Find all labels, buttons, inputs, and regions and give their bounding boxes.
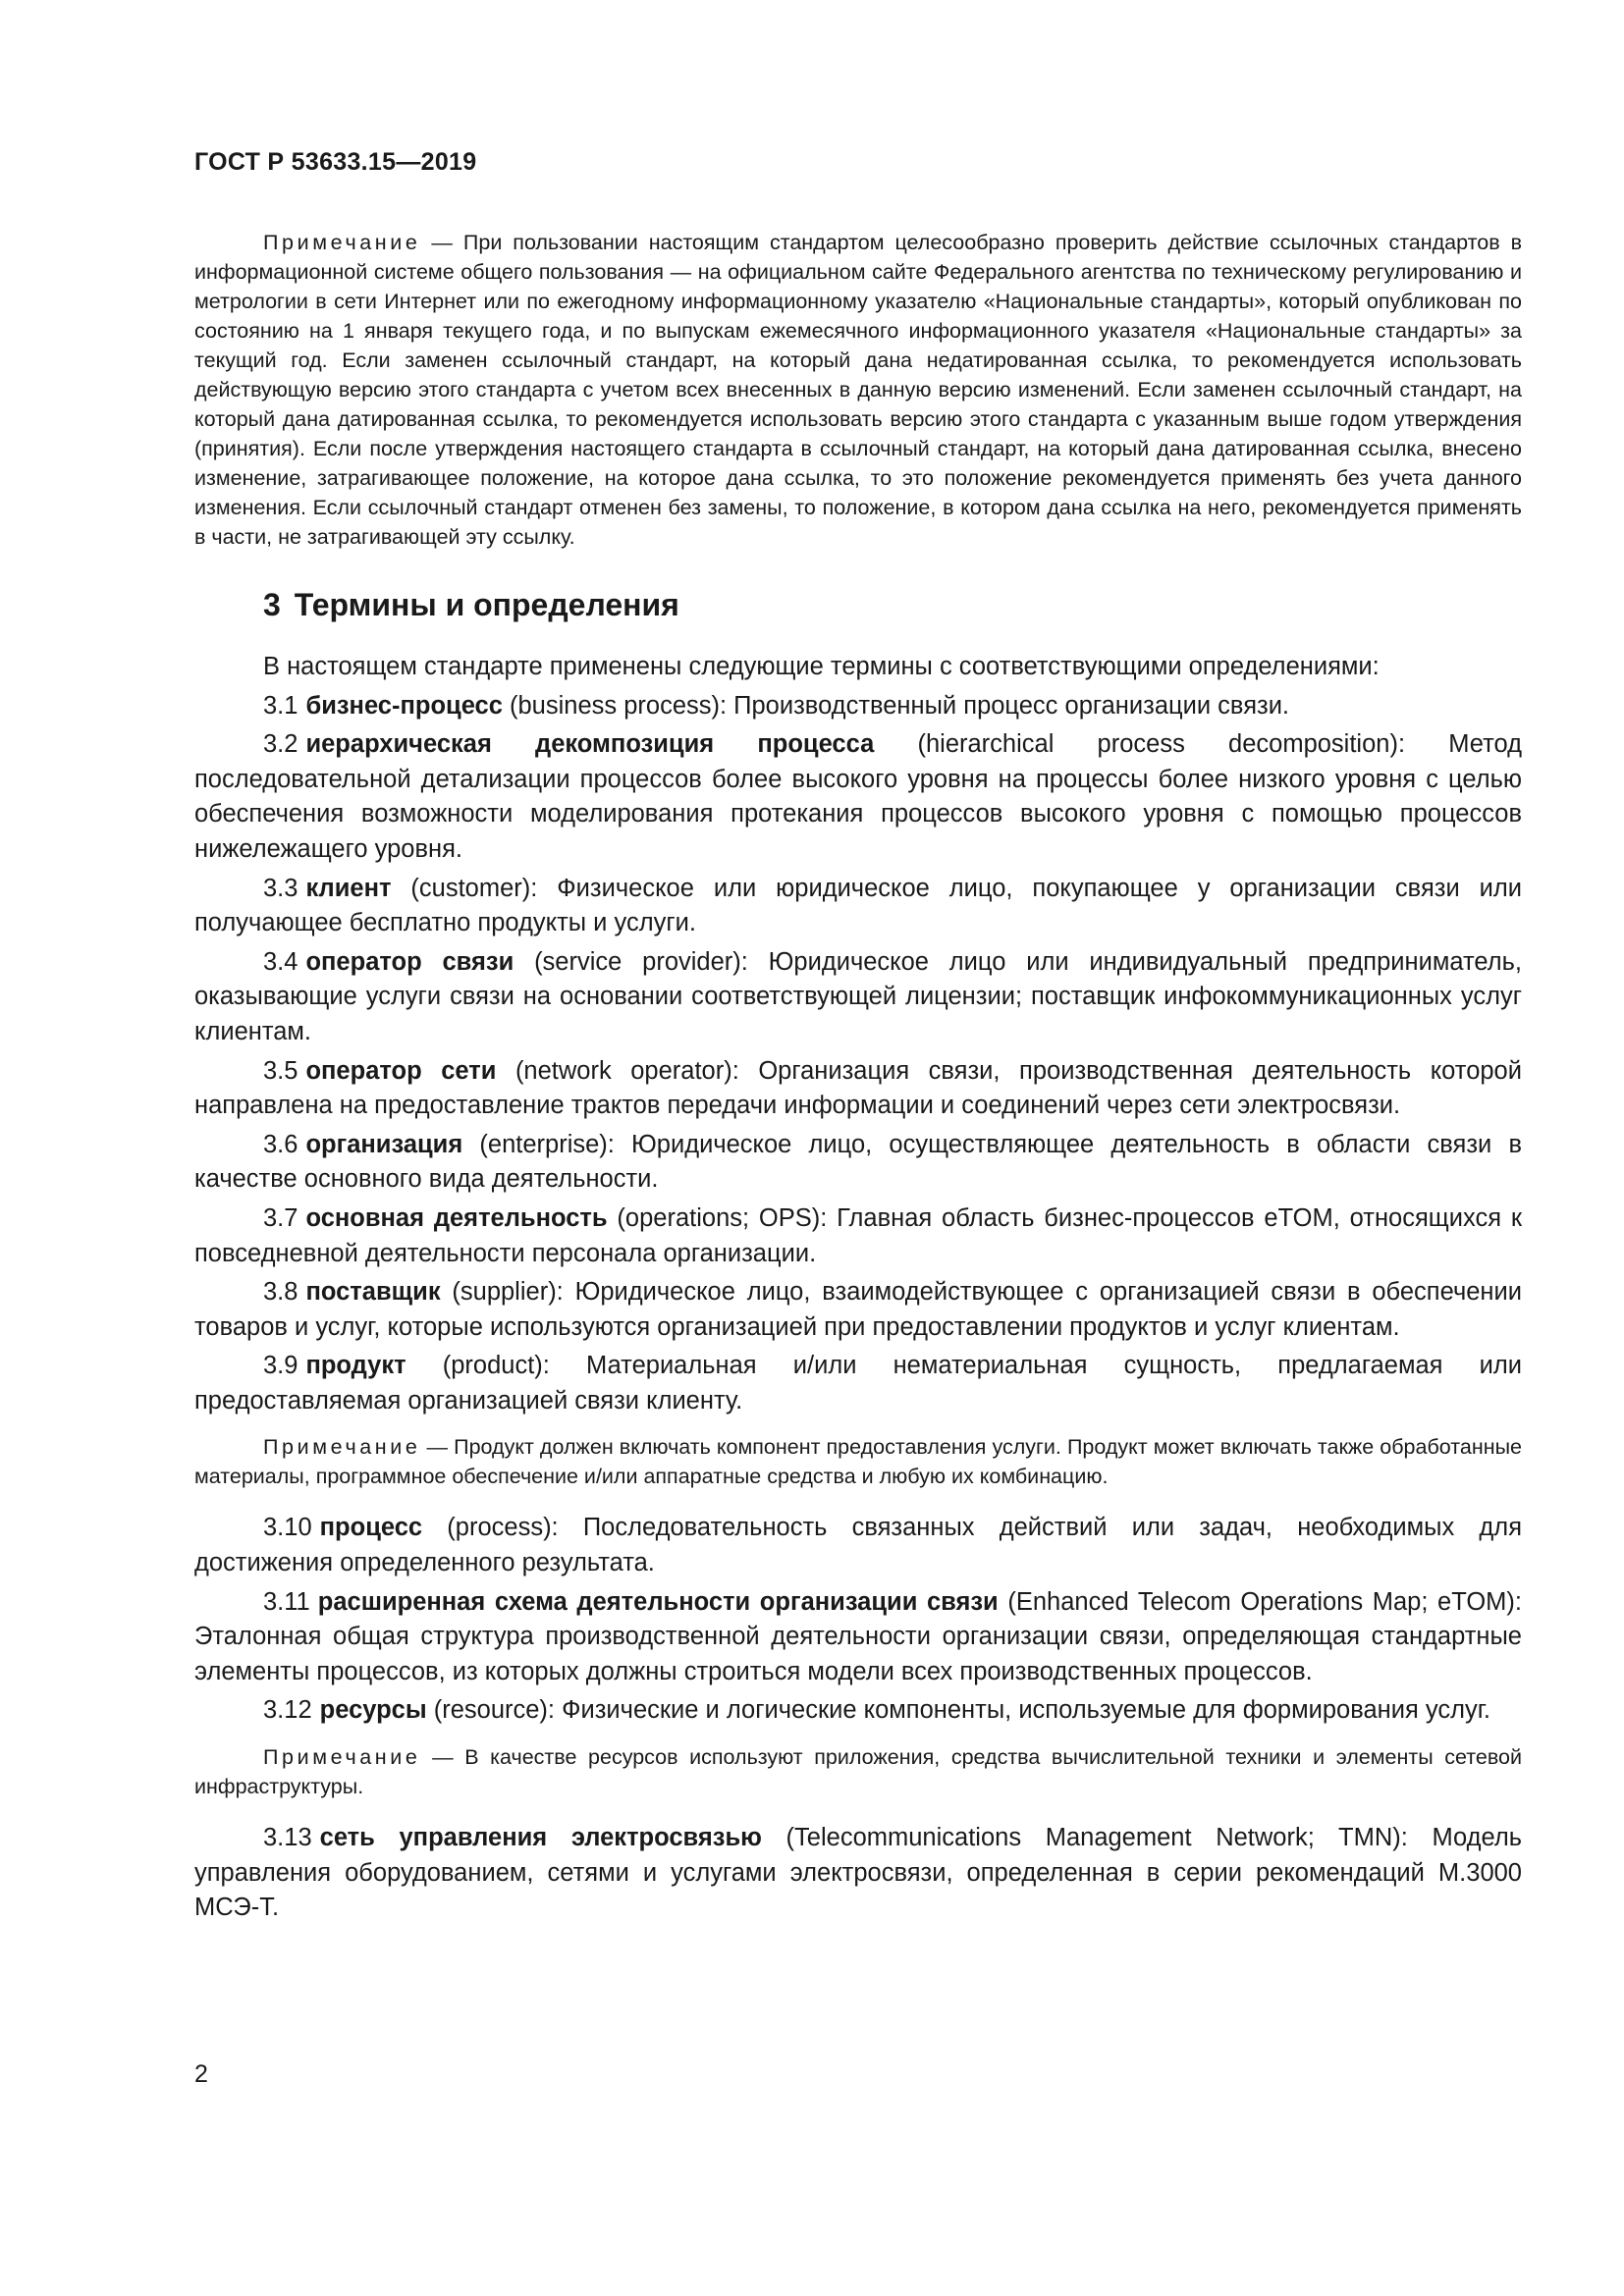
terms-list-a <box>194 689 1522 1419</box>
product-note <box>194 1432 1522 1491</box>
terms-list-c <box>194 1821 1522 1926</box>
term-definition: (process): Последовательность связанных действий или задач, необходимых для достижения определенного результата. <box>194 1514 1522 1577</box>
term-name: поставщик <box>305 1278 441 1307</box>
term-definition: (customer): Физическое или юридическое лицо, покупающее у организации связи или получающее бесплатно продукты и услуги. <box>194 874 1522 937</box>
page-number: 2 <box>194 2060 208 2088</box>
term-entry <box>194 1201 1522 1271</box>
term-definition: (Telecommunications Management Network; TMN): Модель управления оборудованием, сетями и услугами электросвязи, определенная в серии рекомендаций М.3000 МСЭ-Т. <box>194 1824 1522 1922</box>
note-label: Примечание <box>263 1435 421 1460</box>
term-entry <box>194 1128 1522 1198</box>
term-definition: (network operator): Организация связи, производственная деятельность которой направлена на предоставление трактов передачи информации и соединений через сети электросвязи. <box>194 1056 1522 1120</box>
term-number: 3.10 <box>263 1514 312 1542</box>
term-name: клиент <box>305 874 392 902</box>
term-number: 3.4 <box>263 947 298 976</box>
term-name: ресурсы <box>319 1696 427 1725</box>
note-text: Продукт должен включать компонент предоставления услуги. Продукт может включать также обработанные материалы, программное обеспечение и/или аппаратные средства и любую их комбинацию. <box>194 1435 1522 1489</box>
term-name: оператор сети <box>305 1056 497 1085</box>
term-definition: (service provider): Юридическое лицо или индивидуальный предприниматель, оказывающие услуги связи на основании соответствующей лицензии; поставщик инфокоммуникационных услуг клиентам. <box>194 947 1522 1045</box>
term-entry <box>194 689 1522 724</box>
term-definition: (enterprise): Юридическое лицо, осуществляющее деятельность в области связи в качестве основного вида деятельности. <box>194 1130 1522 1194</box>
term-number: 3.9 <box>263 1352 298 1380</box>
term-entry <box>194 1275 1522 1345</box>
term-entry <box>194 945 1522 1050</box>
term-number: 3.7 <box>263 1203 298 1232</box>
document-code-header: ГОСТ Р 53633.15—2019 <box>194 148 477 176</box>
note-dash: — <box>420 231 463 254</box>
section-heading <box>263 585 1522 624</box>
term-entry <box>194 1511 1522 1580</box>
note-dash: — <box>420 1745 465 1770</box>
note-text: При пользовании настоящим стандартом целесообразно проверить действие ссылочных стандартов в информационной системе общего пользования — на официальном сайте Федерального агентства по техническому регулированию и метрологии в сети Интернет или по ежегодному информационному указателю «Национальные стандарты», который опубликован по состоянию на 1 января текущего года, и по выпускам ежемесячного информационного указателя «Национальные стандарты» за текущий год. Если заменен ссылочный стандарт, на который дана недатированная ссылка, то рекомендуется использовать действующую версию этого стандарта с учетом всех внесенных в данную версию изменений. Если заменен ссылочный стандарт, на который дана датированная ссылка, то рекомендуется использовать версию этого стандарта с указанным выше годом утверждения (принятия). Если после утверждения настоящего стандарта в ссылочный стандарт, на который дана датированная ссылка, внесено изменение, затрагивающее положение, на которое дана ссылка, то это положение рекомендуется применять без учета данного изменения. Если ссылочный стандарт отменен без замены, то положение, в котором дана ссылка на него, рекомендуется применять в части, не затрагивающей эту ссылку. <box>194 231 1523 549</box>
term-name: организация <box>305 1130 463 1158</box>
term-entry <box>194 727 1522 867</box>
intro-note <box>194 228 1522 552</box>
section-intro: В настоящем стандарте применены следующие термины с соответствующими определениями: <box>263 653 1380 680</box>
term-name: сеть управления электросвязью <box>319 1824 762 1852</box>
term-name: бизнес-процесс <box>305 691 503 720</box>
term-name: расширенная схема деятельности организации связи <box>317 1587 999 1616</box>
term-definition: (business process): Производственный процесс организации связи. <box>502 691 1290 720</box>
term-number: 3.2 <box>263 730 298 759</box>
term-entry <box>194 1349 1522 1418</box>
term-number: 3.11 <box>263 1587 310 1616</box>
term-number: 3.8 <box>263 1278 298 1307</box>
term-entry <box>194 1585 1522 1690</box>
term-name: оператор связи <box>305 947 514 976</box>
document-page <box>194 147 1522 1930</box>
term-entry <box>194 1054 1522 1124</box>
term-definition: (supplier): Юридическое лицо, взаимодействующее с организацией связи в обеспечении товаров и услуг, которые используются организацией при предоставлении продуктов и услуг клиентам. <box>194 1278 1522 1341</box>
term-name: иерархическая декомпозиция процесса <box>305 730 875 759</box>
term-definition: (hierarchical process decomposition): Метод последовательной детализации процессов более высокого уровня на процессы более низкого уровня с целью обеспечения возможности моделирования протекания процессов высокого уровня с помощью процессов нижележащего уровня. <box>194 730 1522 863</box>
term-number: 3.12 <box>263 1696 312 1725</box>
section-title: Термины и определения <box>294 587 679 622</box>
note-text: В качестве ресурсов используют приложения, средства вычислительной техники и элементы сетевой инфраструктуры. <box>194 1745 1522 1799</box>
term-definition: (product): Материальная и/или нематериальная сущность, предлагаемая или предоставляемая организацией связи клиенту. <box>194 1352 1522 1415</box>
term-entry <box>194 872 1522 941</box>
term-number: 3.13 <box>263 1824 312 1852</box>
term-name: процесс <box>319 1514 423 1542</box>
term-number: 3.1 <box>263 691 298 720</box>
note-label: Примечание <box>263 231 421 254</box>
term-number: 3.3 <box>263 874 298 902</box>
term-entry <box>194 1821 1522 1926</box>
term-name: продукт <box>305 1352 406 1380</box>
term-definition: (operations; OPS): Главная область бизнес-процессов eTOM, относящихся к повседневной деятельности персонала организации. <box>194 1203 1522 1267</box>
resources-note <box>194 1742 1522 1801</box>
term-definition: (resource): Физические и логические компоненты, используемые для формирования услуг. <box>426 1696 1490 1725</box>
terms-list-b <box>194 1511 1522 1729</box>
note-dash: — <box>420 1435 455 1460</box>
term-name: основная деятельность <box>305 1203 608 1232</box>
term-number: 3.6 <box>263 1130 298 1158</box>
note-label: Примечание <box>263 1745 421 1770</box>
term-number: 3.5 <box>263 1056 298 1085</box>
term-definition: (Enhanced Telecom Operations Map; eTOM): Эталонная общая структура производственной деятельности организации связи, определяющая стандартные элементы процессов, из которых должны строиться модели всех производственных процессов. <box>194 1587 1522 1685</box>
term-entry <box>194 1693 1522 1729</box>
section-number: 3 <box>263 587 281 622</box>
